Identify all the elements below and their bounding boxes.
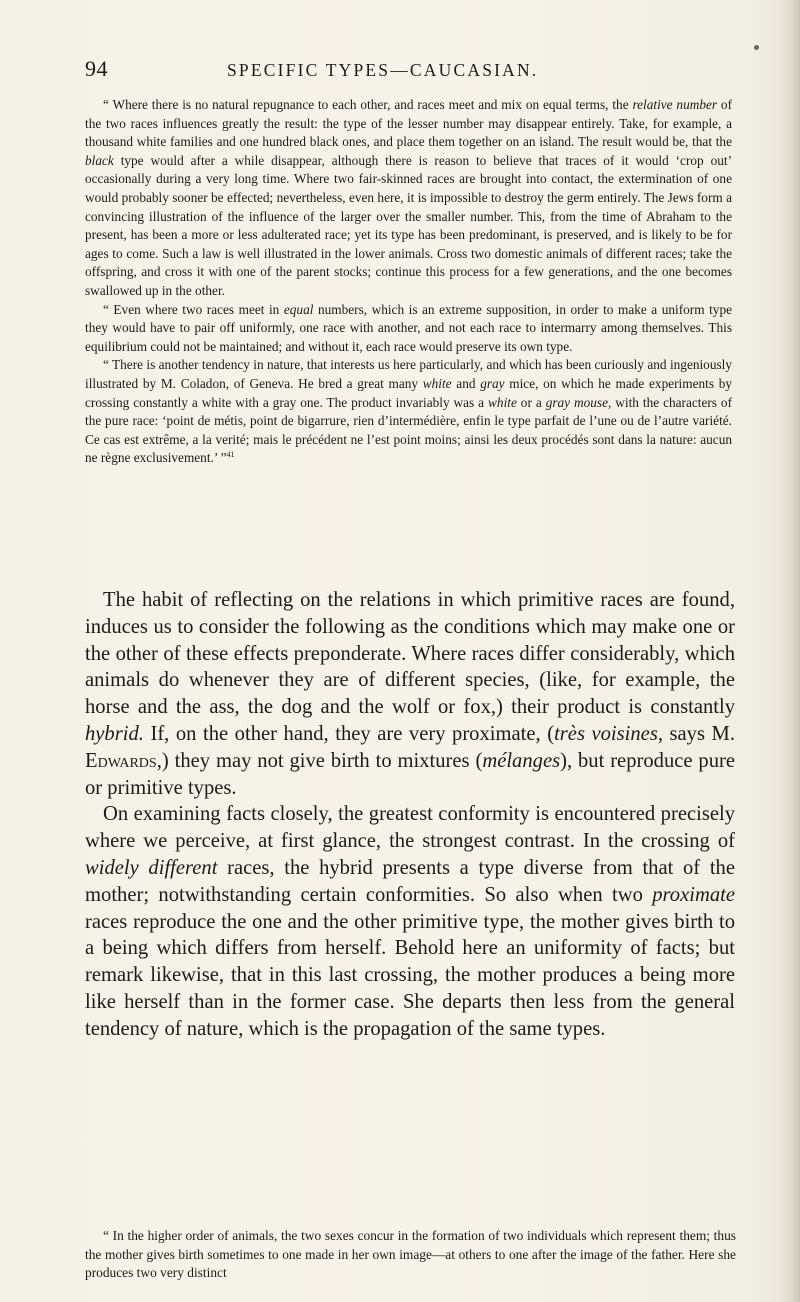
body-italic: widely different [85,856,218,879]
body-text: races, the hybrid presents a type diverse from that of the mother; notwithstanding certain conformities. So also when two [85,856,735,906]
quote-text: , with the characters of the pure race: ‘point de métis, point de bigarrure, rien d’intermédière, enfin le type parfait de l’une ou de l’autre variété. Ce cas est extrême, a la verité; mais le précédent ne l’est point moins; ainsi les deux procédés sont dans la nature: aucun ne règne exclusivement.’ ” [85,394,732,466]
footnote-reference: 41 [226,450,235,460]
main-text [85,587,735,1043]
running-title: SPECIFIC TYPES—CAUCASIAN. [227,60,539,80]
quote-paragraph-3 [85,356,732,468]
quote-italic: equal [283,301,314,317]
page-edge-shadow [778,0,800,1302]
body-italic: mélanges [482,749,561,772]
quoted-passage [85,96,732,468]
quote-text: of the two races influences greatly the result: the type of the lesser number may disappear entirely. Take, for example, a thousand white families and one hundred black ones, and place them together on an island. The result would be, that the [85,97,732,150]
quote-text: type would after a while disappear, although there is reason to believe that traces of it would ‘crop out’ occasionally during a very long time. Where two fair-skinned races are brought into contact, the extermination of one would probably sooner be effected; nevertheless, even here, it is impossible to destroy the germ entirely. The Jews form a convincing illustration of the influence of the larger over the smaller number. This, from the time of Abraham to the present, has been a more or less adulterated race; yet its type has been predominant, is preserved, and is likely to be for ages to come. Such a law is well illustrated in the lower animals. Cross two domestic animals of different races; take the offspring, and cross it with one of the parent stocks; continue this process for a few generations, and the one becomes swallowed up in the other. [85,152,732,298]
body-text: The habit of reflecting on the relations in which primitive races are found, induces us to consider the following as the conditions which may make one or the other of these effects preponderate. Where races differ considerably, which animals do whenever they are of different species, (like, for example, the horse and the ass, the dog and the wolf or fox,) their product is constantly [85,589,735,719]
body-text: races reproduce the one and the other primitive type, the mother gives birth to a being which differs from herself. Behold here an uniformity of facts; but remark likewise, that in this last crossing, the mother produces a being more like herself than in the former case. She departs then less from the general tendency of nature, which is the propagation of the same types. [85,910,735,1040]
quote-italic: gray mouse [545,394,609,410]
body-italic: proximate [652,883,735,906]
page-number: 94 [85,56,108,81]
quote-paragraph-2 [85,301,732,357]
quote-text: “ Even where two races meet in [103,301,284,317]
body-paragraph-2 [85,801,735,1042]
quote-italic: black [85,152,114,168]
body-text: says M. [662,722,735,745]
body-italic: très voisines, [554,722,663,745]
footnote-paragraph: “ In the higher order of animals, the two sexes concur in the formation of two individuals which represent them; thus the mother gives birth sometimes to one made in her own image—at others to one after the image of the father. Here she produces two very distinct [85,1228,736,1281]
quote-italic: relative number [632,97,718,112]
body-text: ) they may not give birth to mixtures ( [161,749,483,772]
body-text: If, on the other hand, they are very proximate, ( [143,722,555,745]
quote-text: “ Where there is no natural repugnance to each other, and races meet and mix on equal terms, the [103,97,633,112]
quote-italic: white [488,394,517,410]
quote-italic: white [422,375,452,391]
quote-text: or a [516,394,546,410]
body-text: ), but reproduce pure or primitive types. [85,749,736,799]
body-italic: hybrid. [85,722,144,745]
quote-text: “ There is another tendency in nature, that interests us here particularly, and which has been curiously and ingeniously illustrated by M. Coladon, of Geneva. He bred a great many [85,357,732,391]
quote-text: mice, on which he made experiments by crossing constantly a white with a gray one. The product invariably was a [85,375,732,410]
body-text: On examining facts closely, the greatest conformity is encountered precisely where we perceive, at first glance, the strongest contrast. In the crossing of [85,803,735,853]
quote-text: and [451,375,481,391]
body-paragraph-1 [85,587,735,801]
quote-paragraph-1 [85,96,732,301]
footnote [85,1227,736,1283]
ink-speck [754,45,759,50]
author-name: Edwards, [85,749,162,772]
quote-text: numbers, which is an extreme supposition, in order to make a uniform type they would have to pair off uniformly, one race with another, and not each race to intermarry among themselves. This equilibrium could not be maintained; and without it, each race would preserve its own type. [85,301,732,354]
quote-italic: gray [480,375,505,391]
